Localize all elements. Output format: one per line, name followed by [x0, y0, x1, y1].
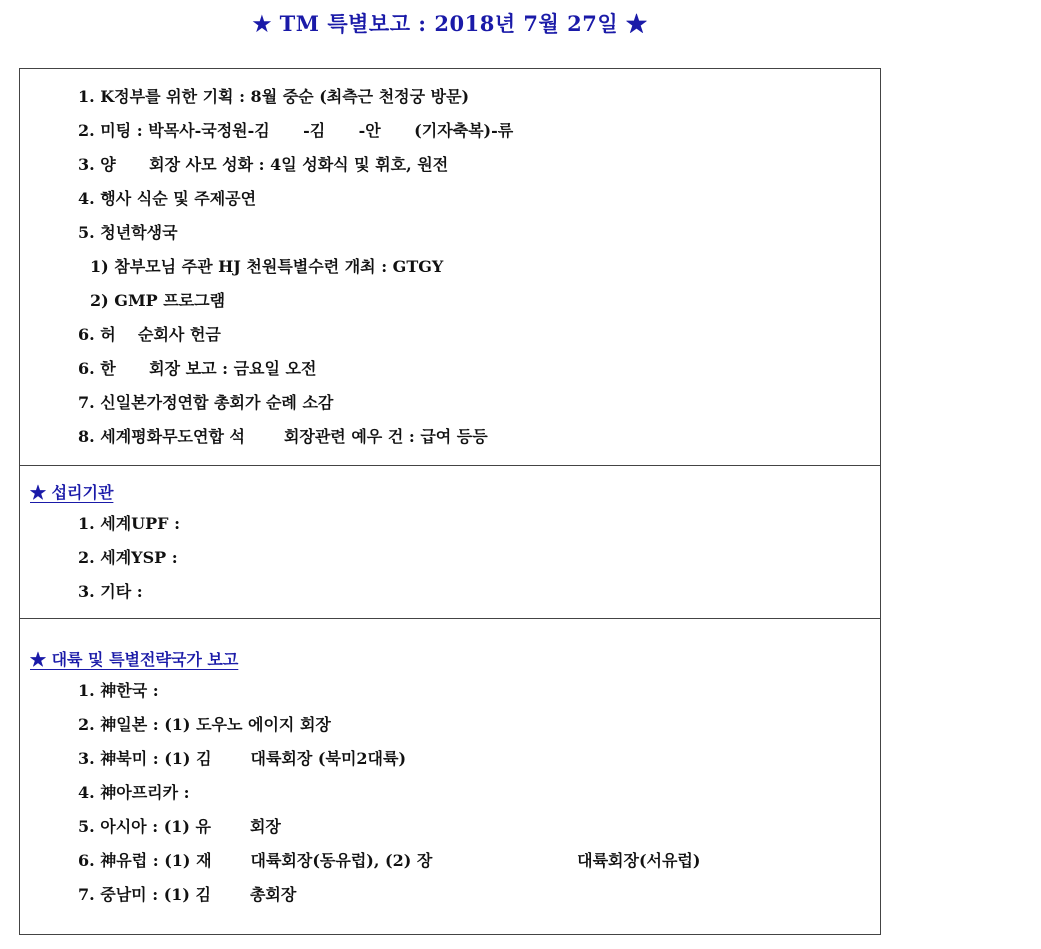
list-item: 1. 세계UPF :: [78, 514, 181, 533]
report-title: ★ TM 특별보고 : 2018년 7월 27일 ★: [252, 11, 648, 36]
section-heading: ★ 섭리기관: [30, 483, 114, 502]
agenda-item: 3. 양 회장 사모 성화 : 4일 성화식 및 휘호, 원전: [78, 155, 449, 174]
agenda-subitem: 2) GMP 프로그램: [90, 291, 226, 310]
agenda-subitem: 1) 참부모님 주관 HJ 천원특별수련 개최 : GTGY: [90, 257, 444, 276]
list-item: 2. 세계YSP :: [78, 548, 178, 567]
agenda-section: [20, 69, 880, 466]
list-item: 6. 神유럽 : (1) 재 대륙회장(동유럽), (2) 장 대륙회장(서유럽): [78, 851, 701, 870]
list-item: 2. 神일본 : (1) 도우노 에이지 회장: [78, 715, 331, 734]
list-item: 3. 기타 :: [78, 582, 143, 601]
list-item: 3. 神북미 : (1) 김 대륙회장 (북미2대륙): [78, 749, 407, 768]
agenda-item: 1. K정부를 위한 기획 : 8월 중순 (최측근 천정궁 방문): [78, 87, 470, 106]
report-table: [19, 68, 881, 935]
list-item: 1. 神한국 :: [78, 681, 159, 700]
list-item: 5. 아시아 : (1) 유 회장: [78, 817, 281, 836]
agenda-item: 5. 청년학생국: [78, 223, 178, 242]
section-heading: ★ 대륙 및 특별전략국가 보고: [30, 650, 239, 669]
list-item: 4. 神아프리카 :: [78, 783, 190, 802]
agenda-item: 7. 신일본가정연합 총회가 순례 소감: [78, 393, 334, 412]
agenda-item: 6. 한 회장 보고 : 금요일 오전: [78, 359, 317, 378]
agenda-item: 2. 미팅 : 박목사-국정원-김 -김 -안 (기자축복)-류: [78, 121, 514, 140]
agenda-item: 6. 허 순회사 헌금: [78, 325, 221, 344]
providential-institutions-section: [20, 466, 880, 619]
continent-report-section: [20, 619, 880, 936]
agenda-item: 8. 세계평화무도연합 석 회장관련 예우 건 : 급여 등등: [78, 427, 488, 446]
agenda-item: 4. 행사 식순 및 주제공연: [78, 189, 257, 208]
list-item: 7. 중남미 : (1) 김 총회장: [78, 885, 297, 904]
